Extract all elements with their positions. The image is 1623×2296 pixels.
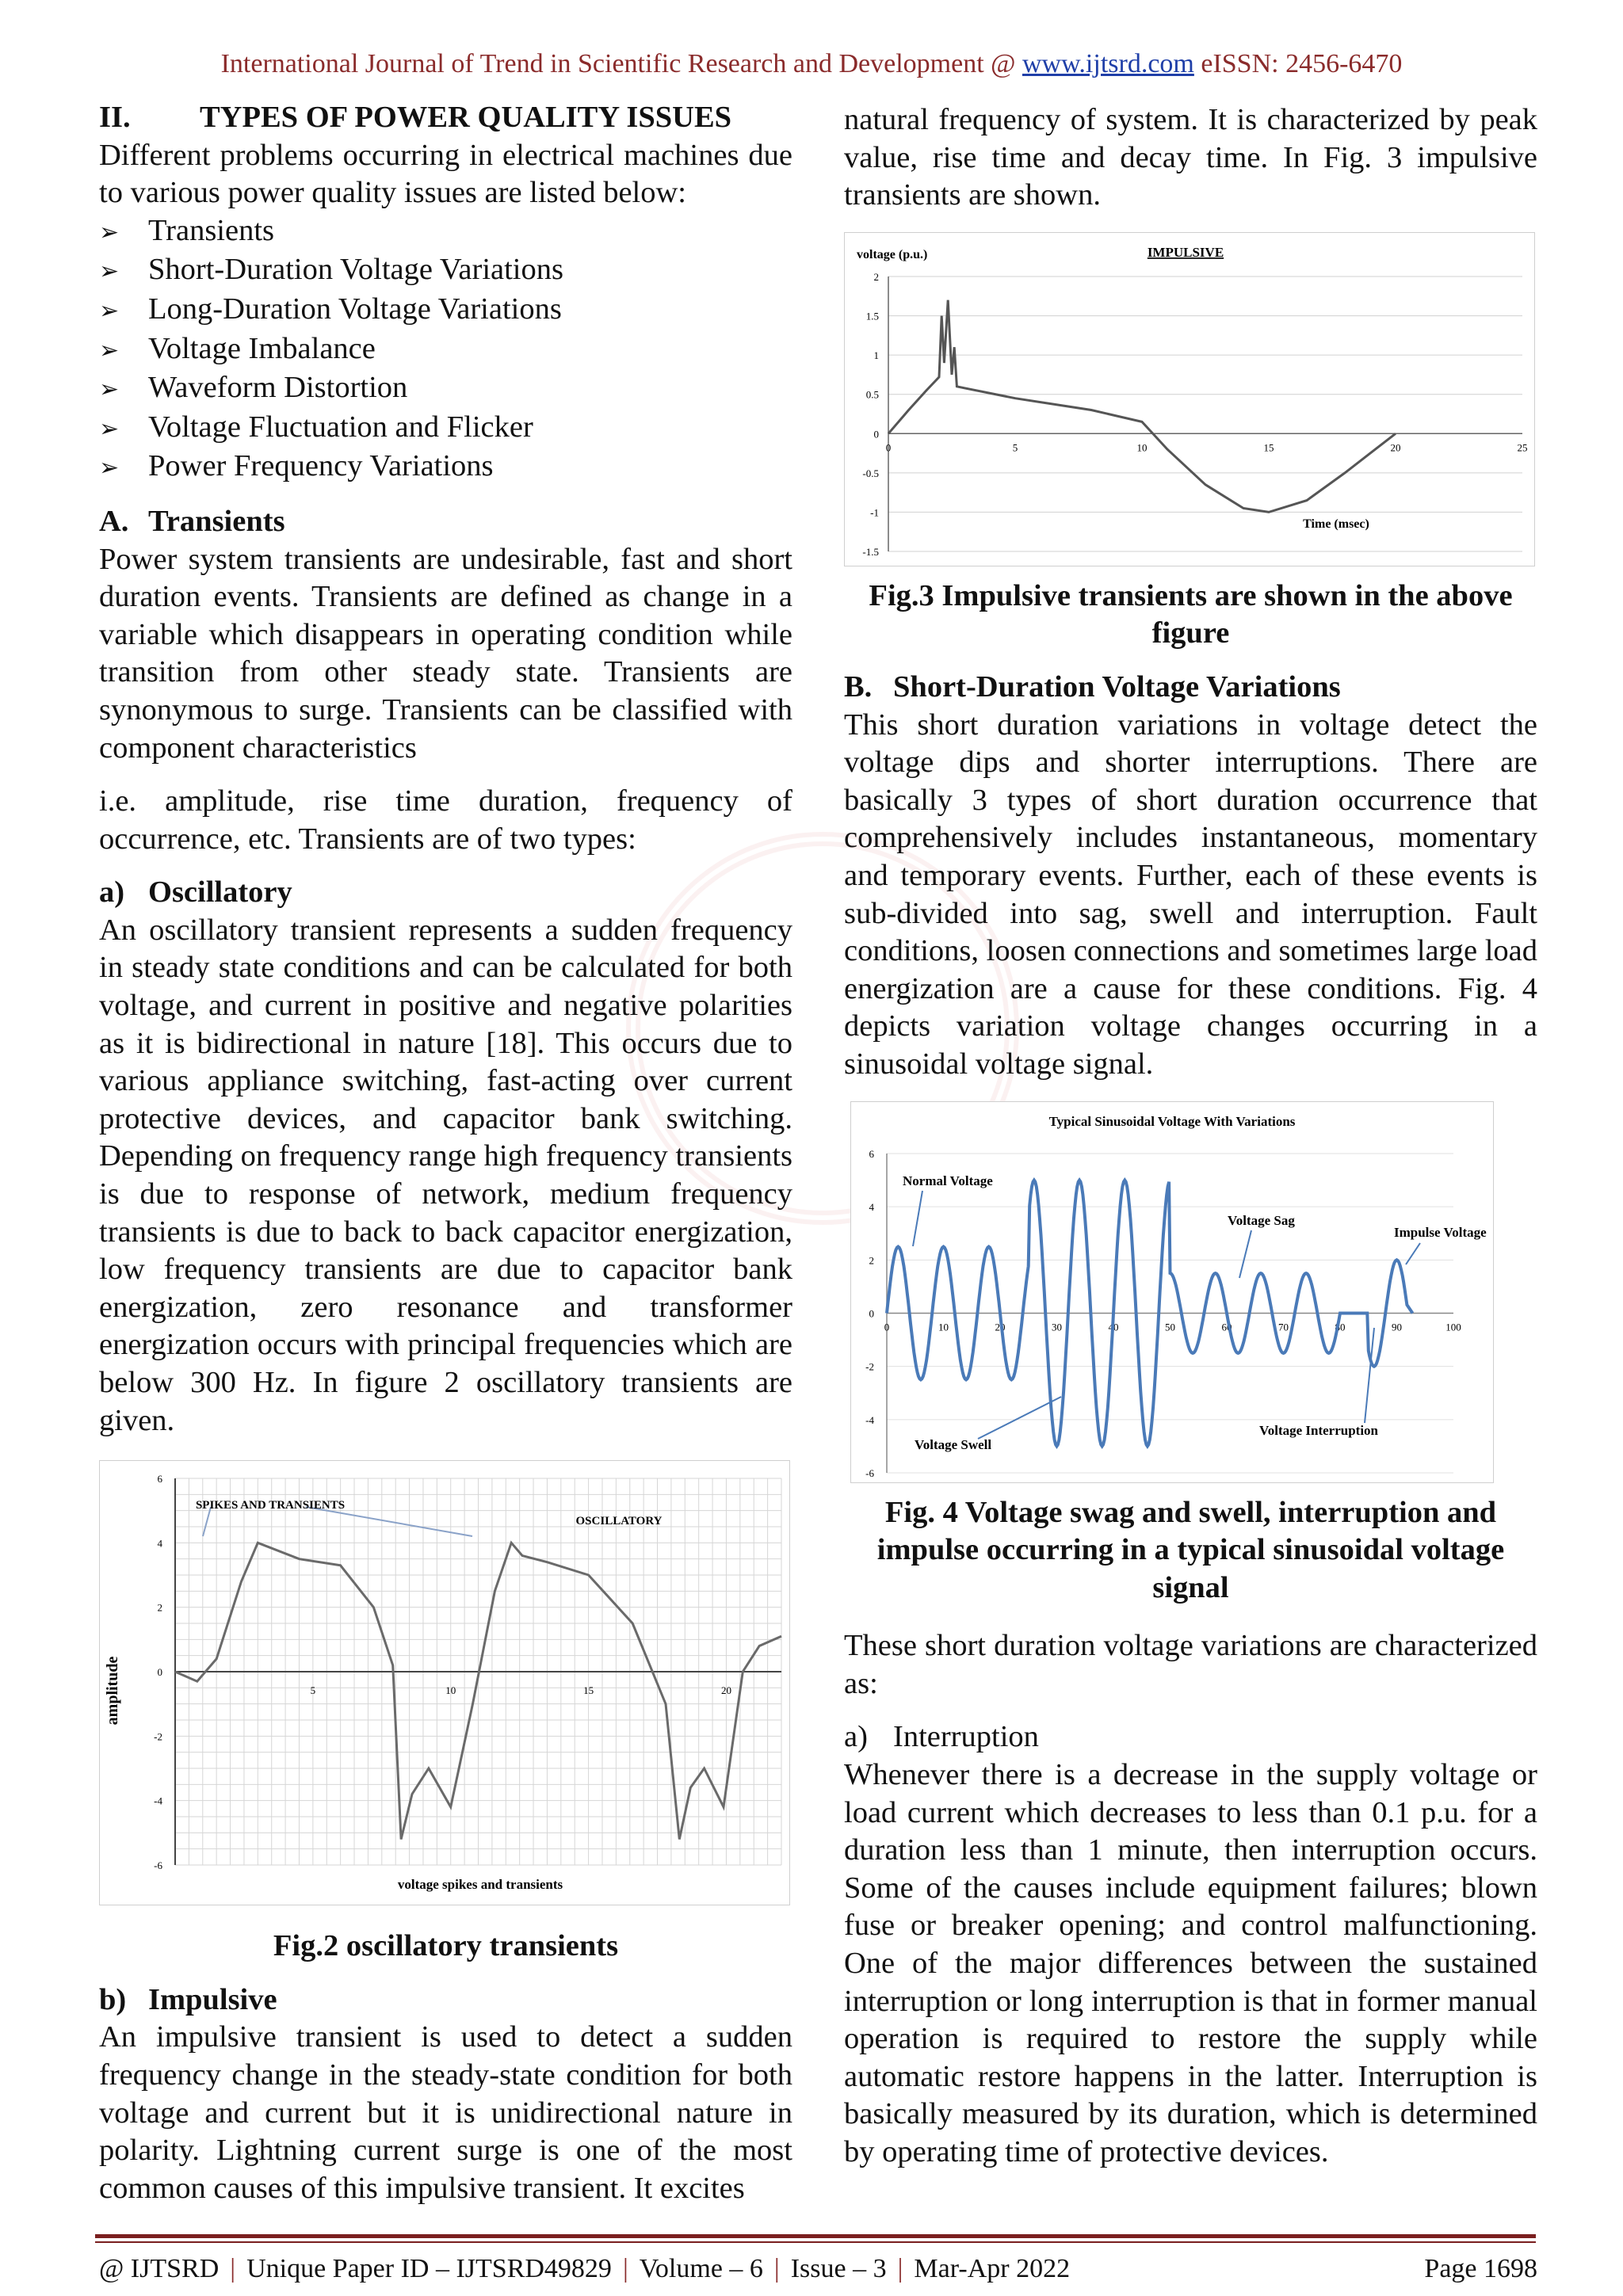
arrow-bullet-icon: ➢ [99, 258, 120, 285]
y-tick-label: -0.5 [862, 467, 879, 479]
figure-2-oscillatory [99, 1460, 790, 1905]
x-tick-label: 5 [1012, 441, 1018, 454]
figure-4-caption: Fig. 4 Voltage swag and swell, interruption and impulse occurring in a typical sinusoidal voltage signal [876, 1495, 1505, 1604]
y-tick-label: -6 [865, 1466, 874, 1479]
figure-3-caption: Fig.3 Impulsive transients are shown in the above figure [869, 578, 1513, 650]
y-tick-label: 6 [869, 1147, 874, 1160]
label-voltage-sag: Voltage Sag [1228, 1212, 1295, 1228]
section-2-title: TYPES OF POWER QUALITY ISSUES [200, 101, 732, 134]
y-tick-label: -1 [870, 506, 879, 519]
journal-issn: eISSN: 2456-6470 [1193, 49, 1403, 78]
section-2-heading [99, 99, 792, 137]
y-axis-label: voltage (p.u.) [857, 247, 928, 261]
figure-4-variations [850, 1101, 1494, 1483]
arrow-sag [1239, 1230, 1251, 1278]
arrow-swell [978, 1397, 1061, 1439]
arrow-bullet-icon: ➢ [99, 337, 120, 364]
x-tick-label: 20 [995, 1321, 1006, 1333]
subsection-impulsive-heading: b) Impulsive [99, 1982, 277, 2016]
x-tick-label: 60 [1221, 1321, 1232, 1333]
y-tick-label: 2 [873, 270, 879, 283]
y-tick-label: 4 [869, 1200, 874, 1213]
impulsive-paragraph-left: An impulsive transient is used to detect a sudden frequency change in the steady-state condition for both voltage and current but it is unidirectional nature in polarity. Lightning current surge is one of the most common causes of this impulsive transient. It excites [99, 2020, 792, 2205]
y-tick-label: -1.5 [862, 545, 879, 558]
y-tick-label: -6 [154, 1859, 162, 1872]
list-item: ➢ Waveform Distortion [99, 369, 792, 409]
y-tick-label: 1.5 [865, 310, 879, 322]
x-tick-label: 0 [885, 441, 892, 454]
x-tick-label: 20 [720, 1684, 731, 1697]
x-tick-label: 10 [1136, 441, 1148, 454]
footer-volume: Volume – 6 [639, 2254, 763, 2283]
page-footer: @ IJTSRD | Unique Paper ID – IJTSRD49829 | Volume – 6 | Issue – 3 | Mar-Apr 2022 Page 1698 [99, 2254, 1537, 2283]
page-header [0, 49, 1623, 79]
figure-3-impulsive [844, 232, 1535, 566]
x-tick-label: 10 [445, 1684, 456, 1697]
right-column [844, 101, 1537, 2172]
x-tick-label: 70 [1278, 1321, 1289, 1333]
label-voltage-interruption: Voltage Interruption [1259, 1422, 1379, 1438]
chart-title: IMPULSIVE [1147, 244, 1224, 260]
section-b-paragraph: This short duration variations in voltage detect the voltage dips and shorter interruptions. There are basically 3 types of short duration occurrence that comprehensively includes instantaneous, momentary and temporary events. Further, each of these events is sub-divided into sag, swell and interruption. Fault conditions, loosen connections and sometimes large load energization are a cause for these conditions. Fig. 4 depicts variation voltage changes occurring in a sinusoidal voltage signal. [844, 707, 1537, 1081]
x-tick-label: 15 [1263, 441, 1274, 454]
x-tick-label: 40 [1108, 1321, 1119, 1333]
interruption-paragraph: Whenever there is a decrease in the supply voltage or load current which decreases to less than 0.1 p.u. for a duration less than 1 minute, then interruption occurs. Some of the causes include equipment failures; blown fuse or breaker opening; and control malfunctioning. One of the major differences between the sustained interruption or long interruption is that in former manual operation is required to restore the supply while automatic restore happens in the latter. Interruption is basically measured by its duration, which is determined by operating time of protective devices. [844, 1758, 1537, 2168]
list-item: ➢ Voltage Imbalance [99, 330, 792, 370]
label-normal-voltage: Normal Voltage [903, 1173, 993, 1188]
footer-org: @ IJTSRD [99, 2254, 220, 2283]
x-tick-label: 80 [1335, 1321, 1346, 1333]
x-tick-label: 100 [1445, 1321, 1461, 1333]
x-axis-label: Time (msec) [1303, 517, 1369, 531]
y-tick-label: 0.5 [865, 388, 879, 401]
y-tick-label: 2 [157, 1601, 162, 1614]
arrow-bullet-icon: ➢ [99, 219, 120, 246]
journal-website-link[interactable]: www.ijtsrd.com [1022, 49, 1194, 78]
y-tick-label: 2 [869, 1253, 874, 1266]
subsection-interruption-heading: a) Interruption [844, 1720, 1039, 1754]
y-tick-label: 0 [869, 1307, 874, 1319]
oscillatory-chart [100, 1461, 789, 1905]
arrow-bullet-icon: ➢ [99, 455, 120, 482]
arrow-bullet-icon: ➢ [99, 376, 120, 403]
list-item: ➢ Short-Duration Voltage Variations [99, 251, 792, 291]
x-tick-label: 10 [938, 1321, 949, 1333]
oscillatory-paragraph: An oscillatory transient represents a sudden frequency in steady state conditions and can be calculated for both voltage, and current in positive and negative polarities as it is bidirectional in nature [18]. This occurs due to various appliance switching, fast-acting over current protective devices, and capacitor bank switching. Depending on frequency range high frequency transients is due to response of network, medium frequency transients is due to back to back capacitor energization, low frequency transients are due to capacitor bank energization, zero resonance and transformer energization occurs with principal frequencies which are below 300 Hz. In figure 2 oscillatory transients are given. [99, 913, 792, 1437]
section-a-heading: A. Transients [99, 504, 285, 538]
arrow-impulse [1406, 1243, 1420, 1264]
x-tick-label: 5 [310, 1684, 316, 1697]
y-tick-label: -2 [154, 1730, 162, 1743]
footer-date: Mar-Apr 2022 [914, 2254, 1071, 2283]
footer-divider [95, 2234, 1536, 2238]
section-a-paragraph-1: Power system transients are undesirable, fast and short duration events. Transients are defined as change in a variable which disappears in operating condition while transition from other steady state. Transients are synonymous to surge. Transients can be classified with component characteristics [99, 542, 792, 765]
label-spikes: SPIKES AND TRANSIENTS [195, 1499, 346, 1512]
footer-divider-thin [95, 2241, 1536, 2243]
x-tick-label: 20 [1390, 441, 1401, 454]
y-tick-label: -2 [865, 1360, 874, 1373]
voltage-variations-chart [851, 1102, 1493, 1482]
figure-2-caption: Fig.2 oscillatory transients [273, 1929, 619, 1963]
y-tick-label: -4 [865, 1413, 874, 1426]
list-item: ➢ Voltage Fluctuation and Flicker [99, 409, 792, 448]
x-axis-label: voltage spikes and transients [397, 1877, 563, 1893]
x-tick-label: 15 [583, 1684, 594, 1697]
arrow-bullet-icon: ➢ [99, 415, 120, 442]
section-2-intro: Different problems occurring in electrical machines due to various power quality issues are listed below: [99, 138, 792, 210]
section-b-paragraph-2: These short duration voltage variations are characterized as: [844, 1629, 1537, 1700]
list-item: ➢ Long-Duration Voltage Variations [99, 291, 792, 330]
x-tick-label: 30 [1052, 1321, 1062, 1333]
y-tick-label: 6 [157, 1473, 162, 1486]
y-tick-label: 0 [873, 428, 879, 441]
list-item: ➢ Power Frequency Variations [99, 448, 792, 487]
y-tick-label: -4 [154, 1794, 162, 1807]
x-tick-label: 50 [1165, 1321, 1175, 1333]
footer-paper-id: Unique Paper ID – IJTSRD49829 [246, 2254, 612, 2283]
chart-title: Typical Sinusoidal Voltage With Variations [1048, 1113, 1296, 1129]
section-b-heading: B. Short-Duration Voltage Variations [844, 669, 1341, 704]
y-tick-label: 1 [873, 349, 879, 361]
journal-name: International Journal of Trend in Scientific Research and Development @ [220, 49, 1022, 78]
x-tick-label: 90 [1392, 1321, 1402, 1333]
footer-issue: Issue – 3 [790, 2254, 887, 2283]
left-column [99, 99, 792, 2207]
label-voltage-swell: Voltage Swell [915, 1436, 992, 1452]
impulsive-series-line [885, 299, 1396, 512]
section-2-number: II. [99, 101, 131, 134]
issue-list [99, 212, 792, 487]
x-tick-label: 0 [884, 1321, 890, 1333]
y-tick-label: 0 [157, 1666, 162, 1679]
label-oscillatory: OSCILLATORY [575, 1515, 663, 1528]
footer-page-number: Page 1698 [1424, 2254, 1537, 2283]
subsection-oscillatory-heading: a) Oscillatory [99, 875, 292, 910]
impulsive-chart [845, 233, 1534, 566]
arrow-bullet-icon: ➢ [99, 297, 120, 324]
label-impulse-voltage: Impulse Voltage [1394, 1224, 1487, 1240]
list-item: ➢ Transients [99, 212, 792, 252]
x-tick-label: 25 [1517, 441, 1528, 454]
impulsive-paragraph-right: natural frequency of system. It is characterized by peak value, rise time and decay time. In Fig. 3 impulsive transients are shown. [844, 103, 1537, 212]
section-a-paragraph-2: i.e. amplitude, rise time duration, frequency of occurrence, etc. Transients are of two types: [99, 784, 792, 856]
y-axis-label: amplitude [104, 1656, 121, 1726]
y-tick-label: 4 [157, 1537, 162, 1550]
arrow-normal [913, 1191, 922, 1246]
